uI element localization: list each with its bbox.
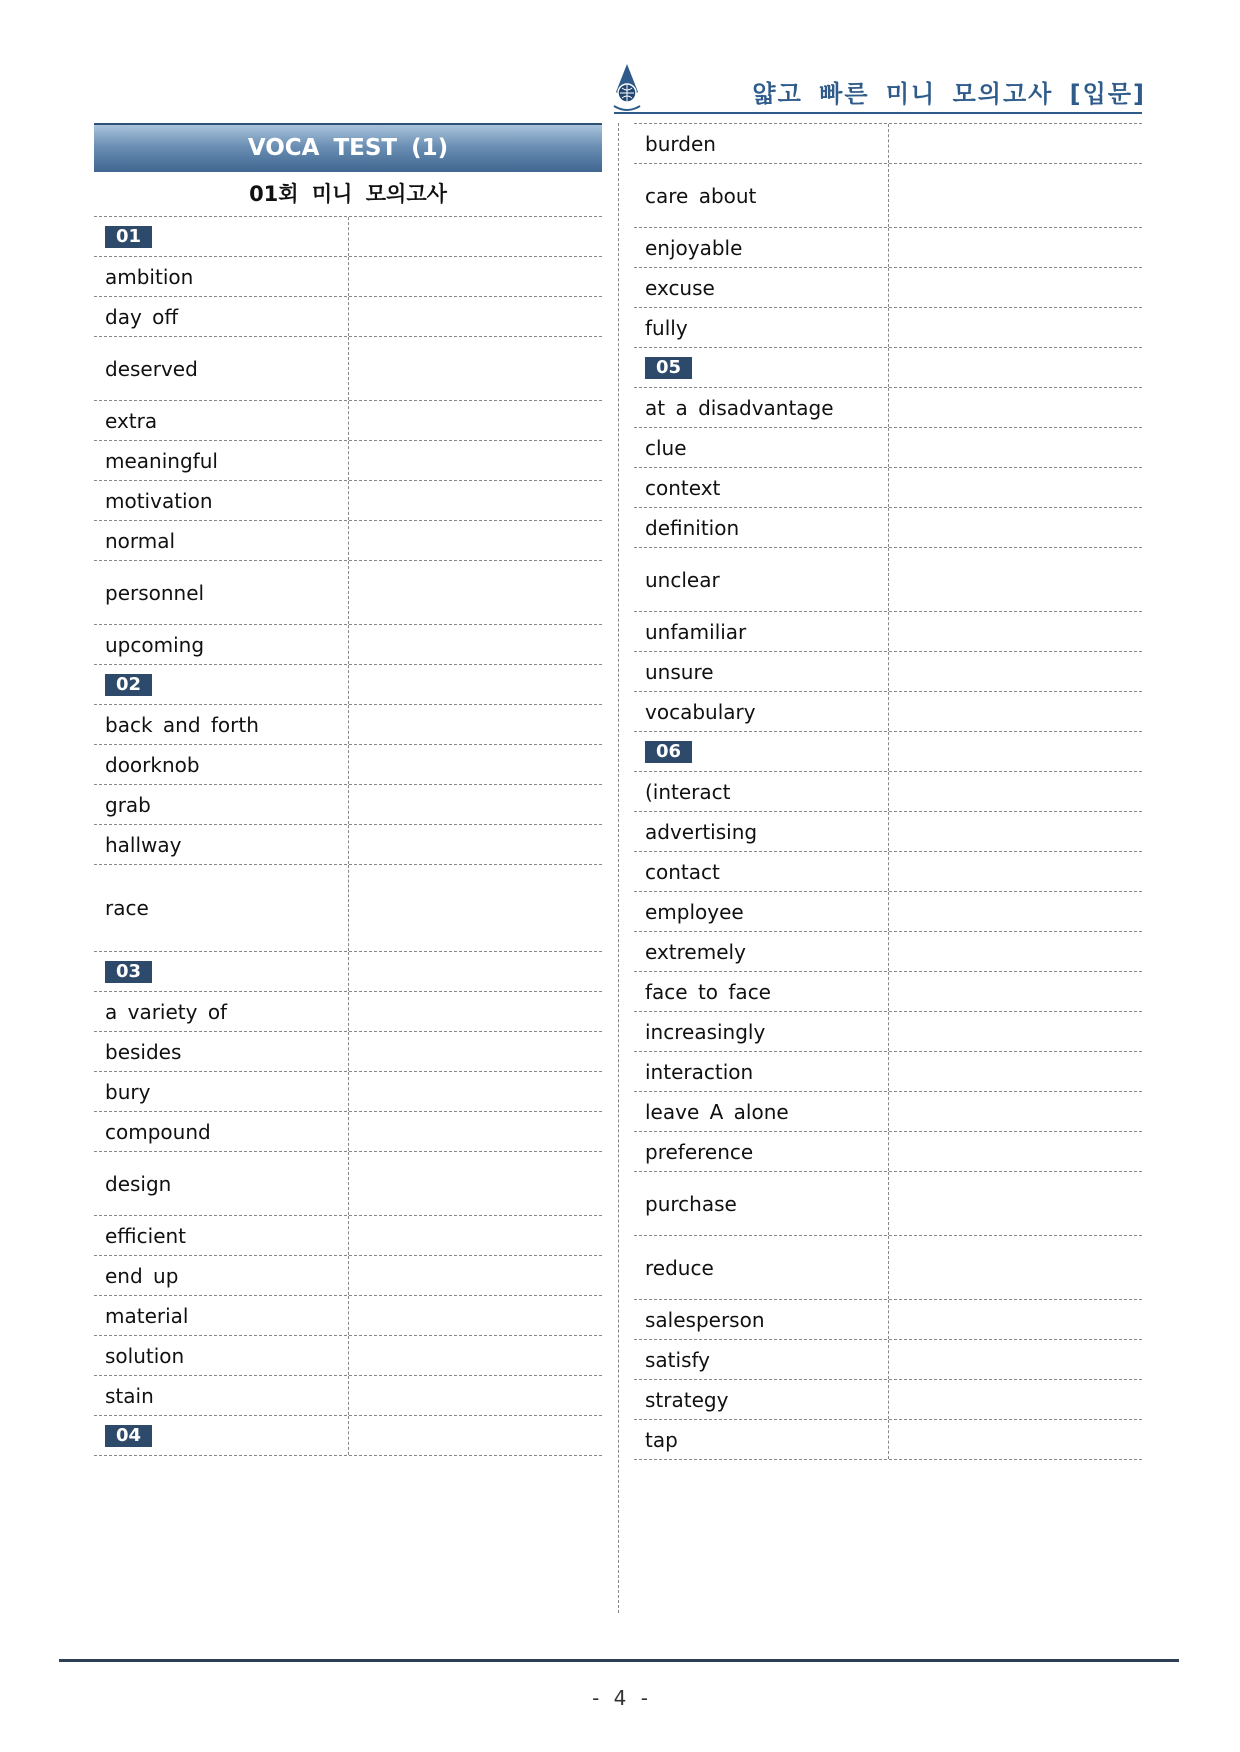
answer-cell[interactable]: [888, 348, 1142, 387]
vocab-row: [94, 297, 602, 337]
answer-cell[interactable]: [348, 337, 602, 400]
vocab-row: [634, 972, 1142, 1012]
vocab-word: meaningful: [105, 448, 218, 473]
vocab-row: [634, 388, 1142, 428]
answer-cell[interactable]: [888, 508, 1142, 547]
vocab-row: [94, 1032, 602, 1072]
vocab-row: [94, 441, 602, 481]
vocab-word: upcoming: [105, 632, 205, 657]
word-cell: [94, 217, 348, 256]
vocab-word: grab: [105, 792, 151, 817]
vocab-row: [94, 865, 602, 952]
section-row: [634, 348, 1142, 388]
answer-cell[interactable]: [348, 1416, 602, 1455]
word-cell: [634, 652, 888, 691]
vocab-row: [94, 1296, 602, 1336]
left-vocab-table: [94, 217, 602, 1456]
vocab-word: end up: [105, 1263, 179, 1288]
answer-cell[interactable]: [888, 852, 1142, 891]
answer-cell[interactable]: [888, 1092, 1142, 1131]
vocab-row: [94, 825, 602, 865]
vocab-row: [634, 508, 1142, 548]
vocab-row: [634, 1300, 1142, 1340]
vocab-word: face to face: [645, 979, 771, 1004]
answer-cell[interactable]: [888, 892, 1142, 931]
vocab-word: efficient: [105, 1223, 187, 1248]
vocab-row: [634, 812, 1142, 852]
vocab-word: solution: [105, 1343, 185, 1368]
answer-cell[interactable]: [888, 388, 1142, 427]
word-cell: [634, 812, 888, 851]
vocab-row: [94, 1256, 602, 1296]
section-number-badge: 05: [645, 357, 692, 379]
word-cell: [634, 1052, 888, 1091]
vocab-row: [634, 548, 1142, 612]
vocab-word: salesperson: [645, 1307, 765, 1332]
section-row: [94, 665, 602, 705]
vocab-row: [94, 625, 602, 665]
vocab-word: ambition: [105, 264, 194, 289]
vocab-word: hallway: [105, 832, 182, 857]
vocab-word: enjoyable: [645, 235, 743, 260]
vocab-word: tap: [645, 1427, 678, 1452]
vocab-row: [634, 1420, 1142, 1460]
vocab-row: [94, 992, 602, 1032]
vocab-word: definition: [645, 515, 740, 540]
answer-cell[interactable]: [348, 401, 602, 440]
answer-cell[interactable]: [348, 1152, 602, 1215]
answer-cell[interactable]: [348, 952, 602, 991]
answer-cell[interactable]: [348, 481, 602, 520]
vocab-row: [634, 1132, 1142, 1172]
vocab-word: extremely: [645, 939, 746, 964]
word-cell: [634, 308, 888, 347]
word-cell: [634, 1092, 888, 1131]
word-cell: [634, 1172, 888, 1235]
vocab-row: [94, 1112, 602, 1152]
vocab-row: [94, 1336, 602, 1376]
answer-cell[interactable]: [888, 164, 1142, 227]
word-cell: [94, 1336, 348, 1375]
vocab-row: [634, 308, 1142, 348]
vocab-row: [634, 1380, 1142, 1420]
section-number-badge: 04: [105, 1425, 152, 1447]
vocab-row: [634, 852, 1142, 892]
right-vocab-table: [634, 124, 1142, 1460]
vocab-word: employee: [645, 899, 744, 924]
answer-cell[interactable]: [888, 812, 1142, 851]
vocab-word: at a disadvantage: [645, 395, 834, 420]
vocab-word: care about: [645, 183, 757, 208]
word-cell: [94, 297, 348, 336]
vocab-row: [634, 428, 1142, 468]
vocab-word: unfamiliar: [645, 619, 747, 644]
word-cell: [94, 825, 348, 864]
word-cell: [634, 268, 888, 307]
word-cell: [94, 257, 348, 296]
answer-cell[interactable]: [348, 441, 602, 480]
answer-cell[interactable]: [348, 992, 602, 1031]
answer-cell[interactable]: [888, 932, 1142, 971]
vocab-word: material: [105, 1303, 189, 1328]
vocab-row: [94, 401, 602, 441]
vocab-word: (interact: [645, 779, 731, 804]
answer-cell[interactable]: [348, 705, 602, 744]
vocab-word: increasingly: [645, 1019, 766, 1044]
word-cell: [94, 992, 348, 1031]
word-cell: [634, 1380, 888, 1419]
word-cell: [94, 1072, 348, 1111]
test-subtitle: 01회 미니 모의고사: [94, 172, 602, 217]
vocab-word: motivation: [105, 488, 213, 513]
word-cell: [634, 772, 888, 811]
word-cell: [94, 705, 348, 744]
vocab-row: [94, 785, 602, 825]
answer-cell[interactable]: [888, 1420, 1142, 1459]
vocab-word: race: [105, 896, 149, 920]
left-column: [94, 123, 602, 1456]
word-cell: [634, 932, 888, 971]
section-row: [634, 732, 1142, 772]
vocab-word: deserved: [105, 356, 198, 381]
answer-cell[interactable]: [888, 1380, 1142, 1419]
word-cell: [634, 164, 888, 227]
vocab-word: excuse: [645, 275, 715, 300]
vocab-row: [634, 652, 1142, 692]
section-row: [94, 217, 602, 257]
vocab-row: [94, 1152, 602, 1216]
answer-cell[interactable]: [348, 1256, 602, 1295]
section-number-badge: 03: [105, 961, 152, 983]
answer-cell[interactable]: [348, 785, 602, 824]
vocab-row: [634, 772, 1142, 812]
word-cell: [634, 852, 888, 891]
word-cell: [94, 865, 348, 951]
vocab-row: [634, 1052, 1142, 1092]
word-cell: [634, 1012, 888, 1051]
vocab-word: a variety of: [105, 999, 228, 1024]
answer-cell[interactable]: [888, 1052, 1142, 1091]
word-cell: [94, 1032, 348, 1071]
vocab-word: purchase: [645, 1191, 737, 1216]
answer-cell[interactable]: [888, 1172, 1142, 1235]
word-cell: [634, 692, 888, 731]
word-cell: [94, 745, 348, 784]
vocab-row: [634, 468, 1142, 508]
word-cell: [634, 892, 888, 931]
word-cell: [94, 1296, 348, 1335]
answer-cell[interactable]: [888, 428, 1142, 467]
answer-cell[interactable]: [888, 772, 1142, 811]
answer-cell[interactable]: [348, 825, 602, 864]
word-cell: [94, 521, 348, 560]
word-cell: [94, 952, 348, 991]
vocab-word: extra: [105, 408, 158, 433]
vocab-row: [94, 561, 602, 625]
answer-cell[interactable]: [348, 521, 602, 560]
word-cell: [94, 785, 348, 824]
word-cell: [94, 1152, 348, 1215]
vocab-word: unclear: [645, 567, 720, 592]
section-number-badge: 02: [105, 674, 152, 696]
word-cell: [634, 468, 888, 507]
answer-cell[interactable]: [888, 228, 1142, 267]
pen-nib-globe-icon: [612, 62, 642, 114]
word-cell: [94, 441, 348, 480]
vocab-row: [634, 228, 1142, 268]
answer-cell[interactable]: [888, 1340, 1142, 1379]
word-cell: [94, 1112, 348, 1151]
answer-cell[interactable]: [888, 1132, 1142, 1171]
word-cell: [94, 337, 348, 400]
vocab-row: [94, 481, 602, 521]
vocab-word: besides: [105, 1039, 182, 1064]
vocab-row: [634, 1012, 1142, 1052]
word-cell: [634, 1132, 888, 1171]
answer-cell[interactable]: [348, 625, 602, 664]
vocab-word: personnel: [105, 580, 205, 605]
word-cell: [634, 1300, 888, 1339]
section-number-badge: 01: [105, 226, 152, 248]
word-cell: [94, 1256, 348, 1295]
word-cell: [94, 1376, 348, 1415]
word-cell: [634, 348, 888, 387]
word-cell: [634, 972, 888, 1011]
word-cell: [94, 625, 348, 664]
vocab-word: stain: [105, 1383, 154, 1408]
vocab-word: clue: [645, 435, 687, 460]
vocab-word: compound: [105, 1119, 211, 1144]
word-cell: [94, 665, 348, 704]
word-cell: [634, 732, 888, 771]
vocab-word: satisfy: [645, 1347, 711, 1372]
section-number-badge: 06: [645, 741, 692, 763]
word-cell: [634, 548, 888, 611]
answer-cell[interactable]: [348, 665, 602, 704]
answer-cell[interactable]: [888, 124, 1142, 163]
vocab-word: advertising: [645, 819, 758, 844]
answer-cell[interactable]: [348, 865, 602, 951]
vocab-word: back and forth: [105, 712, 259, 737]
vocab-row: [94, 745, 602, 785]
answer-cell[interactable]: [888, 308, 1142, 347]
footer-rule: [59, 1659, 1179, 1662]
page-number: - 4 -: [592, 1686, 648, 1710]
word-cell: [634, 388, 888, 427]
answer-cell[interactable]: [348, 1376, 602, 1415]
vocab-word: unsure: [645, 659, 714, 684]
voca-test-banner: VOCA TEST (1): [94, 123, 602, 172]
answer-cell[interactable]: [888, 468, 1142, 507]
vocab-row: [634, 932, 1142, 972]
document-title: 얇고 빠른 미니 모의고사 [입문]: [752, 80, 1146, 108]
vocab-row: [94, 337, 602, 401]
answer-cell[interactable]: [348, 1032, 602, 1071]
word-cell: [634, 1420, 888, 1459]
vocab-word: strategy: [645, 1387, 729, 1412]
answer-cell[interactable]: [888, 268, 1142, 307]
word-cell: [634, 228, 888, 267]
answer-cell[interactable]: [888, 732, 1142, 771]
vocab-word: contact: [645, 859, 720, 884]
answer-cell[interactable]: [888, 1300, 1142, 1339]
vocab-row: [634, 612, 1142, 652]
right-column: [634, 123, 1142, 1460]
word-cell: [634, 612, 888, 651]
vocab-word: burden: [645, 131, 716, 156]
vocab-row: [634, 892, 1142, 932]
vocab-word: vocabulary: [645, 699, 756, 724]
word-cell: [634, 124, 888, 163]
vocab-word: fully: [645, 315, 688, 340]
vocab-word: preference: [645, 1139, 754, 1164]
column-divider: [618, 123, 619, 1613]
section-row: [94, 952, 602, 992]
vocab-row: [94, 1376, 602, 1416]
answer-cell[interactable]: [348, 1072, 602, 1111]
vocab-row: [634, 164, 1142, 228]
header-rule: [614, 112, 1142, 114]
vocab-row: [634, 268, 1142, 308]
word-cell: [94, 401, 348, 440]
vocab-row: [94, 1216, 602, 1256]
word-cell: [94, 1216, 348, 1255]
answer-cell[interactable]: [888, 692, 1142, 731]
answer-cell[interactable]: [348, 1216, 602, 1255]
answer-cell[interactable]: [888, 652, 1142, 691]
answer-cell[interactable]: [888, 1012, 1142, 1051]
vocab-row: [634, 1236, 1142, 1300]
answer-cell[interactable]: [348, 297, 602, 336]
vocab-row: [94, 705, 602, 745]
vocab-word: leave A alone: [645, 1099, 789, 1124]
vocab-row: [634, 1340, 1142, 1380]
answer-cell[interactable]: [888, 612, 1142, 651]
vocab-word: design: [105, 1171, 172, 1196]
answer-cell[interactable]: [348, 1112, 602, 1151]
vocab-row: [634, 692, 1142, 732]
word-cell: [634, 1236, 888, 1299]
vocab-word: normal: [105, 528, 176, 553]
word-cell: [634, 1340, 888, 1379]
answer-cell[interactable]: [348, 1296, 602, 1335]
vocab-word: reduce: [645, 1255, 714, 1280]
vocab-row: [94, 257, 602, 297]
answer-cell[interactable]: [888, 548, 1142, 611]
word-cell: [634, 508, 888, 547]
word-cell: [634, 428, 888, 467]
answer-cell[interactable]: [348, 561, 602, 624]
vocab-row: [634, 124, 1142, 164]
vocab-word: doorknob: [105, 752, 200, 777]
vocab-row: [94, 521, 602, 561]
word-cell: [94, 561, 348, 624]
answer-cell[interactable]: [348, 1336, 602, 1375]
vocab-word: context: [645, 475, 721, 500]
vocab-row: [634, 1092, 1142, 1132]
word-cell: [94, 1416, 348, 1455]
answer-cell[interactable]: [348, 257, 602, 296]
vocab-row: [634, 1172, 1142, 1236]
answer-cell[interactable]: [888, 1236, 1142, 1299]
answer-cell[interactable]: [348, 217, 602, 256]
answer-cell[interactable]: [348, 745, 602, 784]
vocab-word: interaction: [645, 1059, 754, 1084]
vocab-word: day off: [105, 304, 179, 329]
vocab-row: [94, 1072, 602, 1112]
section-row: [94, 1416, 602, 1456]
word-cell: [94, 481, 348, 520]
vocab-word: bury: [105, 1079, 151, 1104]
answer-cell[interactable]: [888, 972, 1142, 1011]
